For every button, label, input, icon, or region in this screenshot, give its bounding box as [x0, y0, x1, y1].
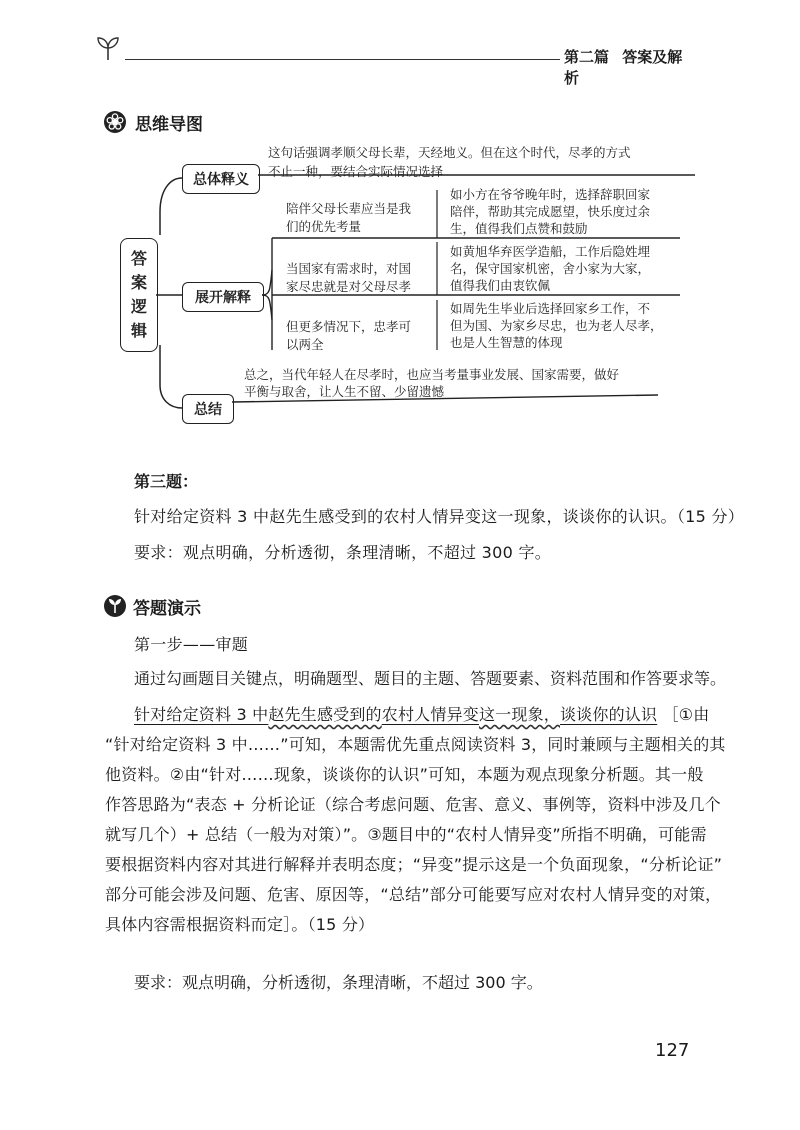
- mindmap-diagram: [0, 0, 800, 440]
- node-summary: [182, 394, 234, 424]
- demo-intro: 通过勾画题目关键点，明确题型、题目的主题、答题要素、资料范围和作答要求等。: [134, 669, 727, 688]
- expand-text-line: 陪伴父母长辈应当是我: [286, 201, 412, 216]
- demo-analysis-line: 部分可能会涉及问题、危害、原因等，“总结”部分可能要写应对农村人情异变的对策，: [105, 885, 722, 904]
- expand-text-line: 生，值得我们点赞和鼓励: [450, 221, 588, 236]
- node-summary-label: 总结: [194, 402, 222, 418]
- demo-q-part: 农村人情异变: [381, 705, 479, 724]
- expand-row-right: [450, 300, 663, 351]
- expand-text-line: 但更多情况下，忠孝可: [286, 319, 412, 334]
- demo-heading: [103, 592, 201, 620]
- page-number: 127: [655, 1040, 690, 1061]
- node-overview: [182, 164, 260, 194]
- expand-text-line: 们的优先考量: [286, 219, 362, 234]
- demo-bracket-open: ［①由: [662, 705, 710, 724]
- expand-text-line: 如小方在爷爷晚年时，选择辞职回家: [450, 187, 651, 202]
- expand-text-line: 值得我们由衷钦佩: [450, 278, 551, 293]
- expand-text-line: 但为国、为家乡尽忠，也为老人尽孝，: [450, 318, 663, 333]
- overview-text: [268, 144, 631, 180]
- demo-q-part: 针对给定资料 3 中: [134, 705, 269, 724]
- demo-analysis: [105, 700, 726, 940]
- expand-text-line: 如周先生毕业后选择回家乡工作，不: [450, 301, 651, 316]
- header-section-label: 第二篇: [564, 48, 610, 66]
- header-title: 答案及解析: [564, 48, 683, 87]
- demo-q-part: 赵先生感受到的: [268, 705, 382, 724]
- expand-row-left: [286, 260, 411, 296]
- question3-prompt: 针对给定资料 3 中赵先生感受到的农村人情异变这一现象，谈谈你的认识。（15 分）: [134, 507, 745, 526]
- demo-analysis-line: 具体内容需根据资料而定］。（15 分）: [105, 915, 375, 934]
- node-expand: [182, 282, 264, 312]
- demo-analysis-line: 要根据资料内容对其进行解释并表明态度；“异变”提示这是一个负面现象，“分析论证”: [105, 855, 723, 874]
- expand-text-line: 陪伴，帮助其完成愿望，快乐度过余: [450, 204, 651, 219]
- summary-text-line: 总之，当代年轻人在尽孝时，也应当考量事业发展、国家需要，做好: [244, 367, 620, 382]
- summary-text: [244, 366, 619, 400]
- sprout-badge-icon: [103, 594, 127, 618]
- root-char: 辑: [130, 321, 147, 340]
- expand-text-line: 名，保守国家机密，舍小家为大家，: [450, 261, 651, 276]
- expand-text-line: 当国家有需求时，对国: [286, 261, 412, 276]
- demo-question-line: [105, 700, 710, 730]
- demo-analysis-line: “针对给定资料 3 中……”可知，本题需优先重点阅读资料 3，同时兼顾与主题相关的其: [105, 735, 726, 754]
- expand-text-line: 家尽忠就是对父母尽孝: [286, 279, 412, 294]
- expand-text-line: 以两全: [286, 337, 324, 352]
- expand-row-right: [450, 186, 650, 237]
- expand-text-line: 也是人生智慧的体现: [450, 335, 563, 350]
- expand-row-right: [450, 243, 650, 294]
- node-expand-label: 展开解释: [195, 290, 251, 306]
- demo-requirement: 要求：观点明确，分析透彻，条理清晰，不超过 300 字。: [134, 973, 543, 992]
- overview-text-line: 这句话强调孝顺父母长辈，天经地义。但在这个时代，尽孝的方式: [268, 145, 631, 160]
- root-char: 答: [130, 249, 147, 268]
- demo-analysis-line: 作答思路为“表态 + 分析论证（综合考虑问题、危害、意义、事例等，资料中涉及几个: [105, 795, 721, 814]
- demo-title: 答题演示: [133, 598, 201, 619]
- root-char: 案: [130, 273, 147, 292]
- question3-requirement: 要求：观点明确，分析透彻，条理清晰，不超过 300 字。: [134, 543, 552, 562]
- expand-row-left: [286, 200, 411, 236]
- expand-text-line: 如黄旭华弃医学造船，工作后隐姓埋: [450, 244, 651, 259]
- demo-analysis-line: 他资料。②由“针对……现象，谈谈你的认识”可知，本题为观点现象分析题。其一般: [105, 765, 704, 784]
- mindmap-root: [120, 238, 158, 352]
- root-char: 逻: [130, 297, 147, 316]
- question3-label: 第三题：: [134, 472, 199, 491]
- demo-q-part: 这一现象，: [478, 705, 560, 724]
- summary-text-line: 平衡与取舍，让人生不留、少留遗憾: [244, 384, 445, 399]
- demo-analysis-line: 就写几个）+ 总结（一般为对策）”。③题目中的“农村人情异变”所指不明确，可能需: [105, 825, 707, 844]
- mindmap-title: 思维导图: [135, 114, 203, 135]
- overview-text-line: 不止一种，要结合实际情况选择: [268, 164, 444, 179]
- demo-step1: 第一步——审题: [134, 635, 249, 654]
- demo-q-part: 谈谈你的认识: [559, 705, 658, 724]
- node-overview-label: 总体释义: [193, 172, 249, 188]
- expand-row-left: [286, 318, 411, 354]
